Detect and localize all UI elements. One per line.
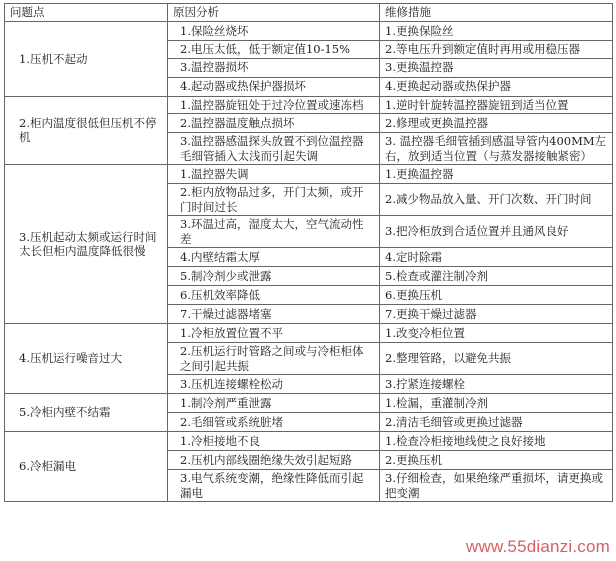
fix-cell: 2.清洁毛细管或更换过滤器 bbox=[380, 413, 613, 432]
cause-cell: 7.干燥过滤器堵塞 bbox=[168, 305, 380, 324]
cause-cell: 1.保险丝烧坏 bbox=[168, 22, 380, 41]
fix-cell: 2.减少物品放入量、开门次数、开门时间 bbox=[380, 184, 613, 216]
fix-cell: 7.更换干燥过滤器 bbox=[380, 305, 613, 324]
cause-cell: 3.电气系统变潮，绝缘性降低而引起漏电 bbox=[168, 470, 380, 502]
cause-cell: 2.柜内放物品过多，开门太频，或开门时间过长 bbox=[168, 184, 380, 216]
repair-table bbox=[4, 3, 613, 502]
fix-cell: 3.更换温控器 bbox=[380, 58, 613, 77]
fix-cell: 1.改变冷柜位置 bbox=[380, 324, 613, 343]
header-row bbox=[5, 4, 613, 22]
fix-cell: 2.修理或更换温控器 bbox=[380, 114, 613, 133]
cause-cell: 2.电压太低，低于额定值10-15% bbox=[168, 41, 380, 59]
fix-cell: 4.更换起动器或热保护器 bbox=[380, 77, 613, 96]
watermark: www.55dianzi.com bbox=[466, 537, 610, 556]
fix-cell: 3.仔细检查，如果绝缘严重损坏，请更换或把变潮 bbox=[380, 470, 613, 502]
cause-cell: 1.冷柜接地不良 bbox=[168, 432, 380, 451]
problem-cell: 5.冷柜内壁不结霜 bbox=[5, 394, 168, 432]
cause-cell: 3.温控器感温探头放置不到位温控器毛细管插入太浅而引起失调 bbox=[168, 133, 380, 165]
fix-cell: 1.检查冷柜接地线使之良好接地 bbox=[380, 432, 613, 451]
header-cause: 原因分析 bbox=[168, 4, 380, 22]
cause-cell: 4.起动器或热保护器损坏 bbox=[168, 77, 380, 96]
problem-cell: 4.压机运行噪音过大 bbox=[5, 324, 168, 394]
fix-cell: 3.把冷柜放到合适位置并且通风良好 bbox=[380, 216, 613, 248]
fix-cell: 4.定时除霜 bbox=[380, 248, 613, 267]
cause-cell: 3.温控器损坏 bbox=[168, 58, 380, 77]
fix-cell: 2.等电压升到额定值时再用或用稳压器 bbox=[380, 41, 613, 59]
table-row bbox=[5, 324, 613, 343]
header-fix: 维修措施 bbox=[380, 4, 613, 22]
fix-cell: 1.更换保险丝 bbox=[380, 22, 613, 41]
fix-cell: 3. 温控器毛细管插到感温导管内400MM左右，放到适当位置（与蒸发器接触紧密） bbox=[380, 133, 613, 165]
problem-cell: 1.压机不起动 bbox=[5, 22, 168, 97]
table-row bbox=[5, 394, 613, 413]
cause-cell: 1.冷柜放置位置不平 bbox=[168, 324, 380, 343]
cause-cell: 2.毛细管或系统脏堵 bbox=[168, 413, 380, 432]
cause-cell: 1.制冷剂严重泄露 bbox=[168, 394, 380, 413]
cause-cell: 2.压机内部线圈绝缘失效引起短路 bbox=[168, 451, 380, 470]
fix-cell: 1.逆时针旋转温控器旋钮到适当位置 bbox=[380, 96, 613, 114]
problem-cell: 3.压机起动太频或运行时间太长但柜内温度降低很慢 bbox=[5, 165, 168, 324]
fix-cell: 1.检漏，重灌制冷剂 bbox=[380, 394, 613, 413]
fix-cell: 5.检查或灌注制冷剂 bbox=[380, 267, 613, 286]
cause-cell: 3.环温过高，湿度太大，空气流动性差 bbox=[168, 216, 380, 248]
cause-cell: 1.温控器旋钮处于过冷位置或速冻档 bbox=[168, 96, 380, 114]
fix-cell: 6.更换压机 bbox=[380, 286, 613, 305]
cause-cell: 5.制冷剂少或泄露 bbox=[168, 267, 380, 286]
cause-cell: 3.压机连接螺栓松动 bbox=[168, 375, 380, 394]
fix-cell: 1.更换温控器 bbox=[380, 165, 613, 184]
problem-cell: 2.柜内温度很低但压机不停机 bbox=[5, 96, 168, 165]
table-row bbox=[5, 96, 613, 114]
header-problem: 问题点 bbox=[5, 4, 168, 22]
cause-cell: 2.压机运行时管路之间或与冷柜柜体之间引起共振 bbox=[168, 343, 380, 375]
cause-cell: 4.内壁结霜太厚 bbox=[168, 248, 380, 267]
cause-cell: 6.压机效率降低 bbox=[168, 286, 380, 305]
fix-cell: 2.更换压机 bbox=[380, 451, 613, 470]
table-row bbox=[5, 165, 613, 184]
cause-cell: 1.温控器失调 bbox=[168, 165, 380, 184]
problem-cell: 6.冷柜漏电 bbox=[5, 432, 168, 502]
fix-cell: 2.整理管路，以避免共振 bbox=[380, 343, 613, 375]
table-row bbox=[5, 22, 613, 41]
repair-table-wrapper bbox=[4, 3, 612, 502]
table-row bbox=[5, 432, 613, 451]
fix-cell: 3.拧紧连接螺栓 bbox=[380, 375, 613, 394]
cause-cell: 2.温控器温度触点损坏 bbox=[168, 114, 380, 133]
